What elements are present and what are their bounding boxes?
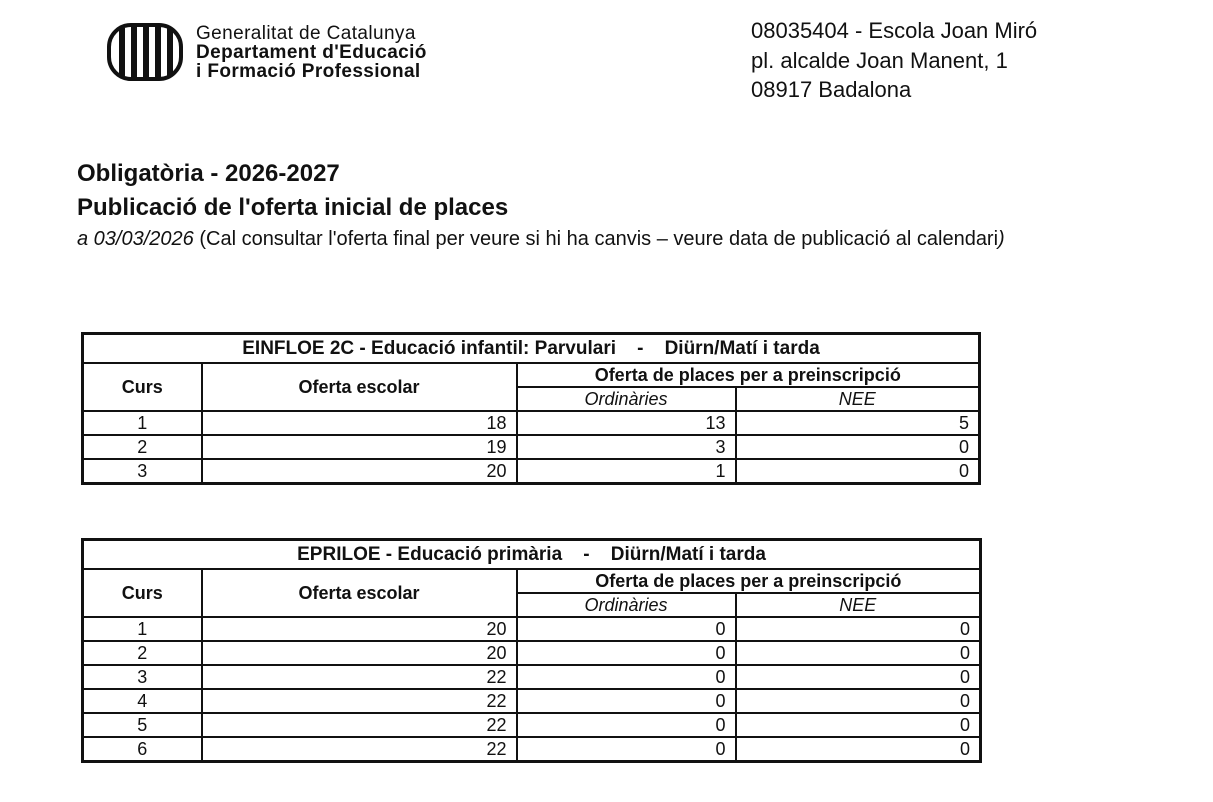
table-row <box>83 459 980 484</box>
cell-curs: 3 <box>83 665 202 689</box>
caption-separator: - <box>637 337 644 359</box>
page-subtitle: Publicació de l'oferta inicial de places <box>77 194 509 221</box>
cell-oferta: 19 <box>202 435 517 459</box>
org-line-3: i Formació Professional <box>196 61 421 82</box>
cell-nee: 0 <box>736 713 981 737</box>
school-street: pl. alcalde Joan Manent, 1 <box>751 47 1008 73</box>
cell-ordinaries: 0 <box>517 737 736 762</box>
cell-nee: 0 <box>736 435 980 459</box>
table-caption <box>83 334 980 364</box>
table-row <box>83 617 981 641</box>
cell-ordinaries: 0 <box>517 617 736 641</box>
schedule: Diürn/Matí i tarda <box>664 337 820 359</box>
school-address <box>751 16 1037 105</box>
publication-note <box>77 228 1005 251</box>
cell-curs: 3 <box>83 459 202 484</box>
cell-curs: 2 <box>83 435 202 459</box>
cell-nee: 0 <box>736 737 981 762</box>
col-header-preinscripcio: Oferta de places per a preinscripció <box>517 569 981 593</box>
col-header-curs: Curs <box>83 569 202 617</box>
cell-oferta: 22 <box>202 689 517 713</box>
table-row <box>83 641 981 665</box>
cell-nee: 0 <box>736 459 980 484</box>
cell-ordinaries: 1 <box>517 459 736 484</box>
cell-nee: 0 <box>736 689 981 713</box>
publication-note-text: (Cal consultar l'oferta final per veure si hi ha canvis – veure data de publicació al calendari <box>193 228 999 250</box>
cell-ordinaries: 0 <box>517 641 736 665</box>
cell-oferta: 18 <box>202 411 517 435</box>
col-header-preinscripcio: Oferta de places per a preinscripció <box>517 363 980 387</box>
org-line-2: Departament d'Educació <box>196 42 427 63</box>
table-caption <box>83 540 981 570</box>
cell-ordinaries: 0 <box>517 689 736 713</box>
cell-oferta: 22 <box>202 665 517 689</box>
col-header-curs: Curs <box>83 363 202 411</box>
cell-nee: 0 <box>736 665 981 689</box>
table-row <box>83 665 981 689</box>
cell-ordinaries: 0 <box>517 713 736 737</box>
table-row <box>83 411 980 435</box>
col-header-ordinaries: Ordinàries <box>517 387 736 411</box>
cell-curs: 1 <box>83 411 202 435</box>
cell-nee: 0 <box>736 641 981 665</box>
offer-table-primaria <box>81 538 982 763</box>
organization-name <box>196 24 427 81</box>
publication-note-close: ) <box>998 228 1005 250</box>
cell-curs: 6 <box>83 737 202 762</box>
col-header-nee: NEE <box>736 387 980 411</box>
cell-oferta: 22 <box>202 737 517 762</box>
cell-ordinaries: 13 <box>517 411 736 435</box>
publication-date: a 03/03/2026 <box>77 228 194 250</box>
school-code-name: 08035404 - Escola Joan Miró <box>751 18 1038 43</box>
table-row <box>83 435 980 459</box>
cell-ordinaries: 3 <box>517 435 736 459</box>
offer-table-infantil <box>81 332 981 485</box>
cell-oferta: 20 <box>202 617 517 641</box>
table-row <box>83 689 981 713</box>
caption-separator: - <box>583 543 590 565</box>
cell-nee: 0 <box>736 617 981 641</box>
cell-curs: 5 <box>83 713 202 737</box>
cell-oferta: 22 <box>202 713 517 737</box>
page-title: Obligatòria - 2026-2027 <box>77 160 340 187</box>
generalitat-logo-icon <box>107 22 183 82</box>
col-header-oferta: Oferta escolar <box>202 363 517 411</box>
schedule: Diürn/Matí i tarda <box>610 543 766 565</box>
school-city: 08917 Badalona <box>751 77 912 102</box>
cell-nee: 5 <box>736 411 980 435</box>
cell-oferta: 20 <box>202 641 517 665</box>
table-row <box>83 737 981 762</box>
cell-curs: 4 <box>83 689 202 713</box>
study-code: EINFLOE 2C - Educació infantil: Parvulari <box>242 337 616 359</box>
col-header-nee: NEE <box>736 593 981 617</box>
cell-curs: 2 <box>83 641 202 665</box>
col-header-oferta: Oferta escolar <box>202 569 517 617</box>
table-row <box>83 713 981 737</box>
study-code: EPRILOE - Educació primària <box>297 543 563 565</box>
cell-curs: 1 <box>83 617 202 641</box>
org-line-1: Generalitat de Catalunya <box>196 23 416 44</box>
cell-oferta: 20 <box>202 459 517 484</box>
col-header-ordinaries: Ordinàries <box>517 593 736 617</box>
cell-ordinaries: 0 <box>517 665 736 689</box>
